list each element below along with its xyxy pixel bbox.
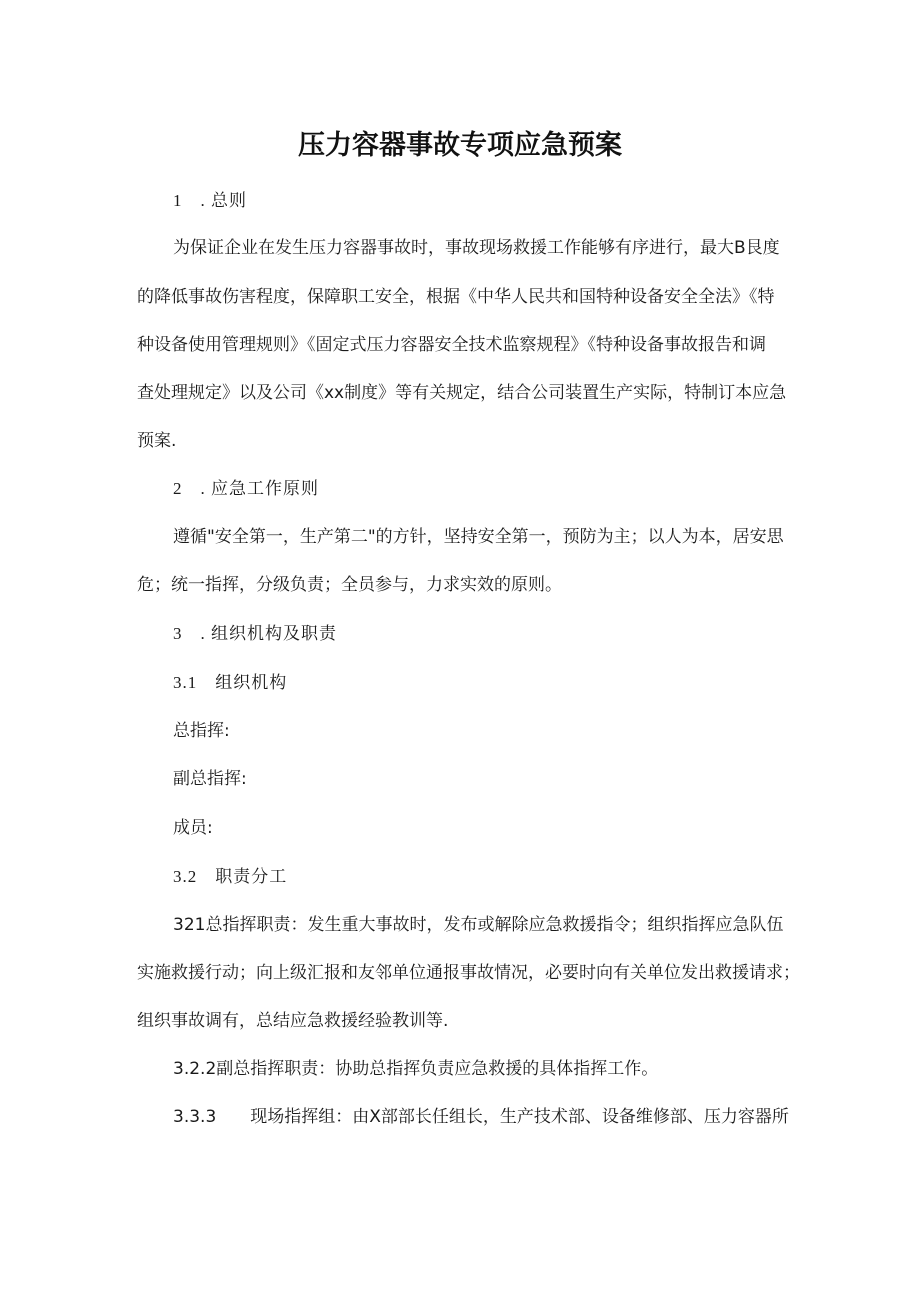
paragraph-line: 组织事故调有，总结应急救援经验教训等. (137, 1011, 449, 1031)
paragraph-line: 危；统一指挥，分级负责；全员参与，力求实效的原则。 (137, 575, 562, 595)
paragraph-line: 遵循"安全第一，生产第二"的方针，坚持安全第一，预防为主；以人为本，居安思 (173, 527, 784, 547)
org-item-deputy-commander: 副总指挥: (173, 769, 247, 789)
paragraph-line: 3.3.3 现场指挥组：由X部部长任组长，生产技术部、设备维修部、压力容器所 (173, 1107, 789, 1127)
paragraph-line: 为保证企业在发生压力容器事故时，事故现场救援工作能够有序进行，最大B艮度 (173, 238, 780, 258)
org-item-members: 成员: (173, 818, 213, 838)
section-3-heading: 3 . 组织机构及职责 (173, 624, 337, 643)
section-2-heading: 2 . 应急工作原则 (173, 479, 319, 498)
section-3-1-heading: 3.1 组织机构 (173, 673, 288, 692)
org-item-commander: 总指挥: (173, 721, 230, 741)
section-1-heading: 1 . 总则 (173, 191, 247, 210)
paragraph-line: 种设备使用管理规则》《固定式压力容器安全技术监察规程》《特种设备事故报告和调 (137, 335, 766, 355)
section-3-2-heading: 3.2 职责分工 (173, 867, 288, 886)
paragraph-line: 的降低事故伤害程度，保障职工安全，根据《中华人民共和国特种设备安全全法》《特 (137, 287, 775, 307)
document-title: 压力容器事故专项应急预案 (298, 130, 622, 161)
paragraph-line: 实施救援行动；向上级汇报和友邻单位通报事故情况，必要时向有关单位发出救援请求； (137, 963, 800, 983)
paragraph-line: 查处理规定》以及公司《xx制度》等有关规定，结合公司装置生产实际，特制订本应急 (137, 383, 787, 403)
paragraph-line: 321总指挥职责：发生重大事故时，发布或解除应急救援指令；组织指挥应急队伍 (173, 915, 784, 935)
paragraph-line: 3.2.2副总指挥职责：协助总指挥负责应急救援的具体指挥工作。 (173, 1059, 659, 1079)
paragraph-line: 预案. (137, 431, 177, 451)
